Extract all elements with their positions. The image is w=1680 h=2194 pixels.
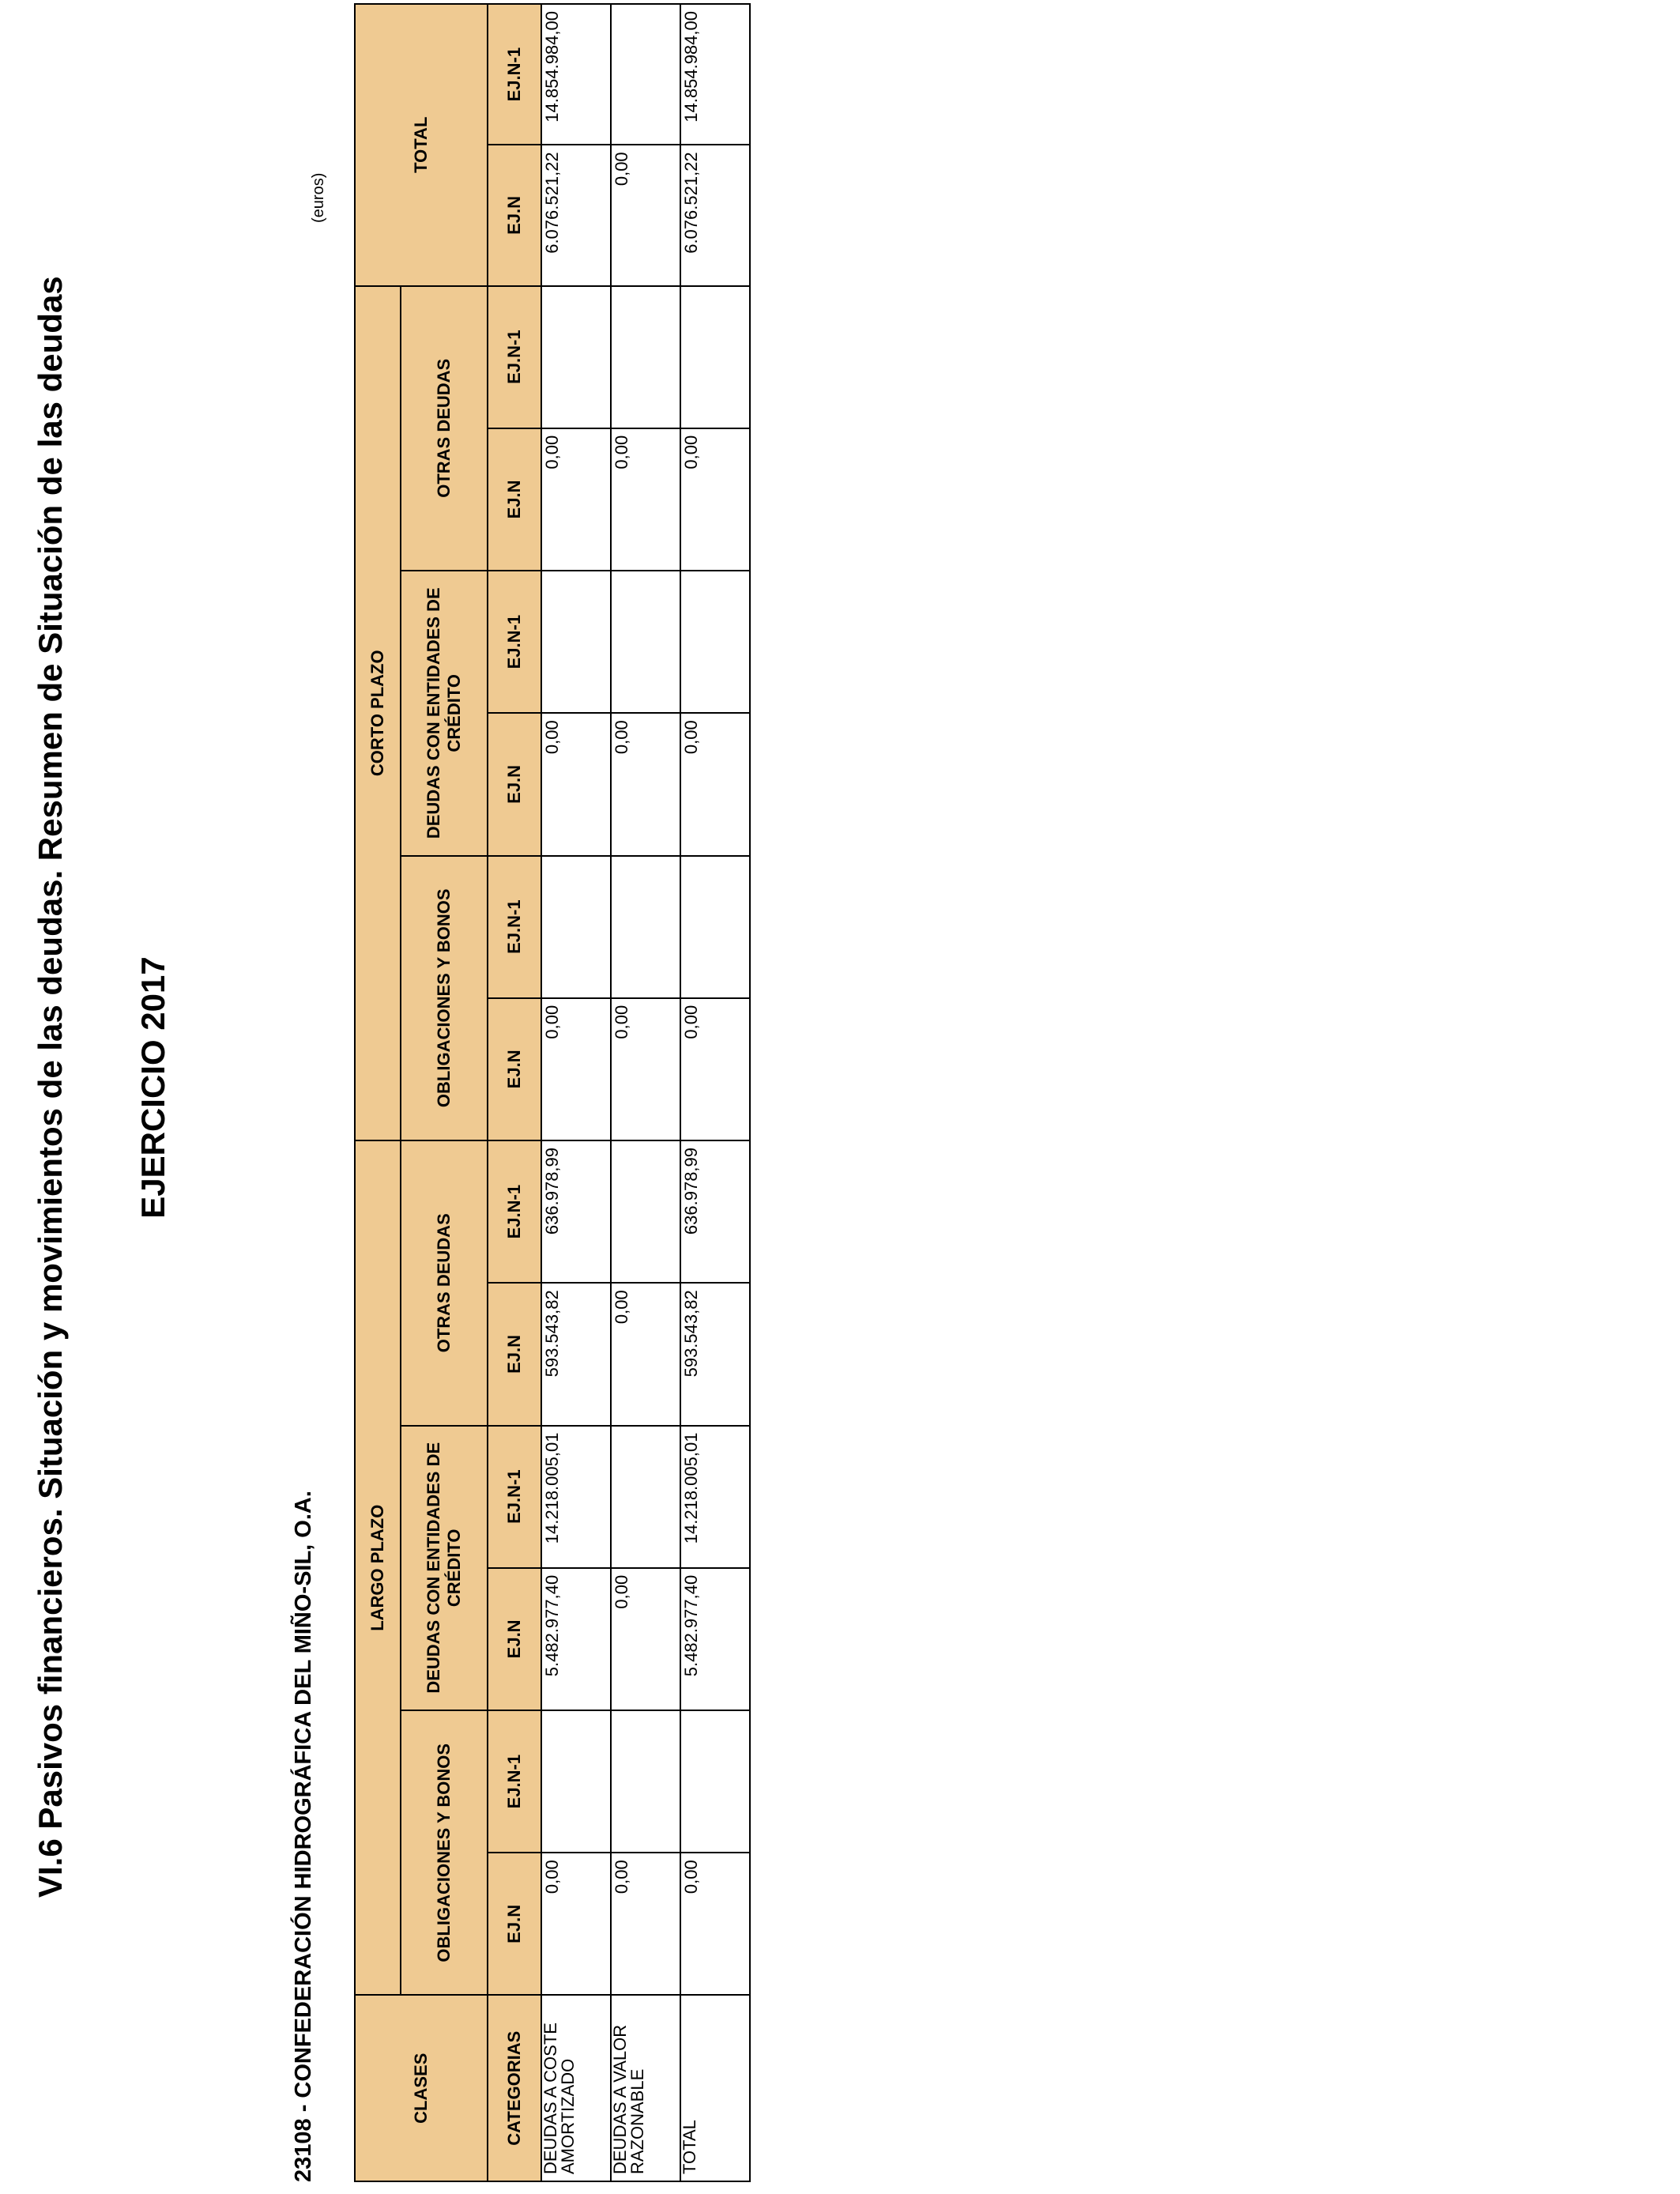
cell-value: 0,00 bbox=[680, 713, 750, 855]
col-header: EJ.N-1 bbox=[488, 571, 541, 713]
header-lp-entidades: DEUDAS CON ENTIDADES DE CRÉDITO bbox=[401, 1426, 488, 1710]
cell-value: 6.076.521,22 bbox=[680, 145, 750, 285]
cell-value bbox=[611, 856, 680, 998]
debt-summary-table bbox=[354, 3, 751, 2182]
cell-value: 636.978,99 bbox=[680, 1140, 750, 1283]
cell-value bbox=[611, 286, 680, 428]
cell-value: 0,00 bbox=[611, 1568, 680, 1710]
col-header: EJ.N bbox=[488, 713, 541, 855]
cell-value bbox=[611, 4, 680, 145]
cell-value: 14.218.005,01 bbox=[680, 1426, 750, 1568]
cell-value: 0,00 bbox=[611, 713, 680, 855]
cell-value bbox=[680, 286, 750, 428]
cell-value: 0,00 bbox=[541, 713, 611, 855]
cell-value bbox=[680, 1710, 750, 1853]
header-cp-obligaciones: OBLIGACIONES Y BONOS bbox=[401, 856, 488, 1140]
cell-value: 5.482.977,40 bbox=[680, 1568, 750, 1710]
cell-value bbox=[611, 571, 680, 713]
cell-value bbox=[611, 1426, 680, 1568]
exercise-heading: EJERCICIO 2017 bbox=[134, 956, 171, 1219]
cell-value: 0,00 bbox=[611, 998, 680, 1140]
cell-value: 5.482.977,40 bbox=[541, 1568, 611, 1710]
col-header: EJ.N-1 bbox=[488, 1710, 541, 1853]
header-clases: CLASES bbox=[355, 1995, 488, 2181]
report-title: VI.6 Pasivos financieros. Situación y movimientos de las deudas. Resumen de Situación de las deudas bbox=[32, 276, 69, 1898]
cell-value bbox=[541, 856, 611, 998]
col-header: EJ.N bbox=[488, 145, 541, 285]
col-header: EJ.N bbox=[488, 1283, 541, 1425]
cell-value: 593.543,82 bbox=[541, 1283, 611, 1425]
cell-value: 0,00 bbox=[680, 1853, 750, 1995]
cell-value bbox=[541, 1710, 611, 1853]
col-header: EJ.N-1 bbox=[488, 1426, 541, 1568]
col-header: EJ.N-1 bbox=[488, 1140, 541, 1283]
header-lp-obligaciones: OBLIGACIONES Y BONOS bbox=[401, 1710, 488, 1995]
cell-value: 0,00 bbox=[611, 1283, 680, 1425]
header-lp-otras: OTRAS DEUDAS bbox=[401, 1140, 488, 1426]
cell-value: 14.854.984,00 bbox=[680, 4, 750, 145]
units-label: (euros) bbox=[310, 172, 327, 223]
cell-value: 0,00 bbox=[680, 998, 750, 1140]
header-corto-plazo: CORTO PLAZO bbox=[355, 286, 401, 1140]
cell-value: 636.978,99 bbox=[541, 1140, 611, 1283]
header-categorias: CATEGORIAS bbox=[488, 1995, 541, 2181]
cell-value bbox=[541, 286, 611, 428]
cell-value: 14.218.005,01 bbox=[541, 1426, 611, 1568]
header-largo-plazo: LARGO PLAZO bbox=[355, 1140, 401, 1995]
col-header: EJ.N bbox=[488, 1853, 541, 1995]
cell-value: 0,00 bbox=[541, 998, 611, 1140]
row-category: TOTAL bbox=[680, 1995, 750, 2181]
row-category: DEUDAS A VALOR RAZONABLE bbox=[611, 1995, 680, 2181]
cell-value: 0,00 bbox=[680, 428, 750, 571]
table-row bbox=[680, 4, 750, 2181]
col-header: EJ.N-1 bbox=[488, 856, 541, 998]
cell-value: 6.076.521,22 bbox=[541, 145, 611, 285]
cell-value bbox=[680, 856, 750, 998]
cell-value: 0,00 bbox=[611, 145, 680, 285]
table-row bbox=[541, 4, 611, 2181]
row-category: DEUDAS A COSTE AMORTIZADO bbox=[541, 1995, 611, 2181]
cell-value bbox=[611, 1140, 680, 1283]
table-row bbox=[611, 4, 680, 2181]
cell-value: 0,00 bbox=[611, 428, 680, 571]
entity-name: 23108 - CONFEDERACIÓN HIDROGRÁFICA DEL MIÑO-SIL, O.A. bbox=[291, 1491, 316, 2182]
col-header: EJ.N-1 bbox=[488, 286, 541, 428]
cell-value: 0,00 bbox=[541, 428, 611, 571]
cell-value bbox=[541, 571, 611, 713]
col-header: EJ.N bbox=[488, 1568, 541, 1710]
cell-value: 0,00 bbox=[541, 1853, 611, 1995]
col-header: EJ.N bbox=[488, 998, 541, 1140]
header-cp-entidades: DEUDAS CON ENTIDADES DE CRÉDITO bbox=[401, 571, 488, 855]
header-total: TOTAL bbox=[355, 4, 488, 286]
cell-value: 0,00 bbox=[611, 1853, 680, 1995]
header-cp-otras: OTRAS DEUDAS bbox=[401, 286, 488, 571]
cell-value: 14.854.984,00 bbox=[541, 4, 611, 145]
col-header: EJ.N-1 bbox=[488, 4, 541, 145]
table-body bbox=[541, 4, 750, 2181]
col-header: EJ.N bbox=[488, 428, 541, 571]
cell-value: 593.543,82 bbox=[680, 1283, 750, 1425]
cell-value bbox=[611, 1710, 680, 1853]
cell-value bbox=[680, 571, 750, 713]
